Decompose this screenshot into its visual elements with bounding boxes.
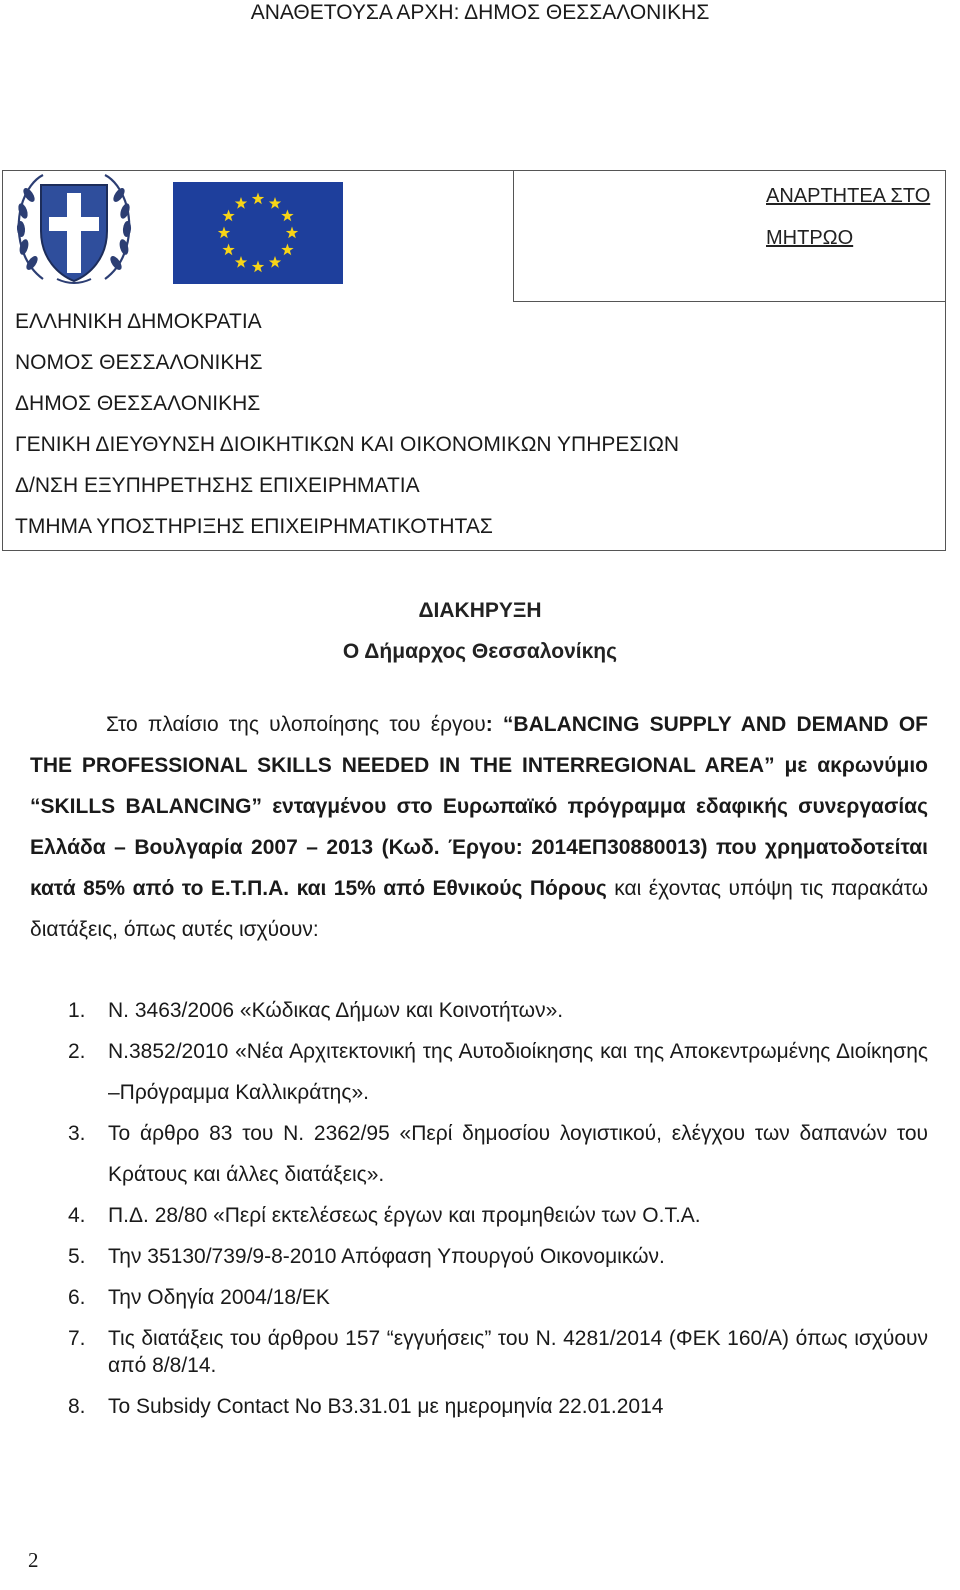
letterhead-box xyxy=(2,170,946,551)
authority-line: Δ/ΝΣΗ ΕΞΥΠΗΡΕΤΗΣΗΣ ΕΠΙΧΕΙΡΗΜΑΤΙΑ xyxy=(15,474,420,497)
list-item xyxy=(30,1277,928,1318)
item-text: Τις διατάξεις του άρθρου 157 “εγγυήσεις” του Ν. 4281/2014 (ΦΕΚ 160/Α) όπως ισχύουν από 8/8/14. xyxy=(108,1327,928,1377)
item-number: 6. xyxy=(68,1286,86,1309)
item-number: 5. xyxy=(68,1245,86,1268)
authority-line: ΝΟΜΟΣ ΘΕΣΣΑΛΟΝΙΚΗΣ xyxy=(15,351,263,374)
item-text: Το άρθρο 83 του Ν. 2362/95 «Περί δημοσίου λογιστικού, ελέγχου των δαπανών του Κράτους και άλλες διατάξεις». xyxy=(108,1122,928,1186)
item-number: 1. xyxy=(68,999,86,1022)
list-item xyxy=(30,1386,928,1427)
list-item xyxy=(30,1031,928,1113)
item-number: 4. xyxy=(68,1204,86,1227)
registry-line-2: ΜΗΤΡΩΟ xyxy=(766,227,854,249)
item-text: Ν.3852/2010 «Νέα Αρχιτεκτονική της Αυτοδιοίκησης και της Αποκεντρωμένης Διοίκησης –Πρόγραμμα Καλλικράτης». xyxy=(108,1040,928,1104)
vertical-divider xyxy=(513,171,514,301)
item-number: 7. xyxy=(68,1327,86,1350)
project-description: : “BALANCING SUPPLY AND DEMAND OF THE PROFESSIONAL SKILLS NEEDED IN THE INTERREGIONAL AREA” με ακρωνύμιο “SKILLS BALANCING” ενταγμένου στο Ευρωπαϊκό πρόγραμμα εδαφικής συνεργασίας Ελλάδα – Βουλγαρία 2007 – 2013 (Κωδ. Έργου: 2014ΕΠ30880013) που χρηματοδοτείται κατά 85% από το Ε.Τ.Π.Α. και 15% από Εθνικούς Πόρους xyxy=(30,713,928,900)
item-text: Ν. 3463/2006 «Κώδικας Δήμων και Κοινοτήτων». xyxy=(108,999,564,1022)
item-text: Την 35130/739/9-8-2010 Απόφαση Υπουργού Οικονομικών. xyxy=(108,1245,665,1268)
authority-line: ΤΜΗΜΑ ΥΠΟΣΤΗΡΙΞΗΣ ΕΠΙΧΕΙΡΗΜΑΤΙΚΟΤΗΤΑΣ xyxy=(15,515,493,538)
item-text: Π.Δ. 28/80 «Περί εκτελέσεως έργων και προμηθειών των Ο.Τ.Α. xyxy=(108,1204,701,1227)
item-number: 3. xyxy=(68,1122,86,1145)
authority-line: ΔΗΜΟΣ ΘΕΣΣΑΛΟΝΙΚΗΣ xyxy=(15,392,261,415)
list-item xyxy=(30,1113,928,1195)
list-item xyxy=(30,1318,928,1386)
item-number: 2. xyxy=(68,1040,86,1063)
authority-line: ΓΕΝΙΚΗ ΔΙΕΥΘΥΝΣΗ ΔΙΟΙΚΗΤΙΚΩΝ ΚΑΙ ΟΙΚΟΝΟΜΙΚΩΝ ΥΠΗΡΕΣΙΩΝ xyxy=(15,433,680,456)
list-item xyxy=(30,990,928,1031)
legal-provisions-list xyxy=(30,990,928,1427)
eu-flag-icon xyxy=(173,182,343,284)
declaration-subtitle: Ο Δήμαρχος Θεσσαλονίκης xyxy=(342,640,618,663)
issuing-authority xyxy=(15,301,679,547)
page-number: 2 xyxy=(28,1548,39,1572)
contracting-authority-title: ΑΝΑΘΕΤΟΥΣΑ ΑΡΧΗ: ΔΗΜΟΣ ΘΕΣΣΑΛΟΝΙΚΗΣ xyxy=(250,1,710,24)
declaration-heading xyxy=(0,590,960,672)
list-item xyxy=(30,1236,928,1277)
registry-line-1: ΑΝΑΡΤΗΤΕΑ ΣΤΟ xyxy=(766,185,931,207)
intro-text-end: και έχοντας υπόψη τις παρακάτω διατάξεις, όπως αυτές ισχύουν: xyxy=(30,877,929,941)
authority-line: ΕΛΛΗΝΙΚΗ ΔΗΜΟΚΡΑΤΙΑ xyxy=(15,310,262,333)
item-text: Την Οδηγία 2004/18/ΕΚ xyxy=(108,1286,330,1309)
hellenic-coat-of-arms-icon xyxy=(13,171,135,289)
intro-paragraph xyxy=(30,704,928,950)
item-number: 8. xyxy=(68,1395,86,1418)
list-item xyxy=(30,1195,928,1236)
registry-notice xyxy=(766,175,930,259)
intro-text: Στο πλαίσιο της υλοποίησης του έργου xyxy=(106,713,486,736)
declaration-title: ΔΙΑΚΗΡΥΞΗ xyxy=(418,599,542,622)
item-text: Το Subsidy Contact No B3.31.01 με ημερομηνία 22.01.2014 xyxy=(108,1395,664,1418)
